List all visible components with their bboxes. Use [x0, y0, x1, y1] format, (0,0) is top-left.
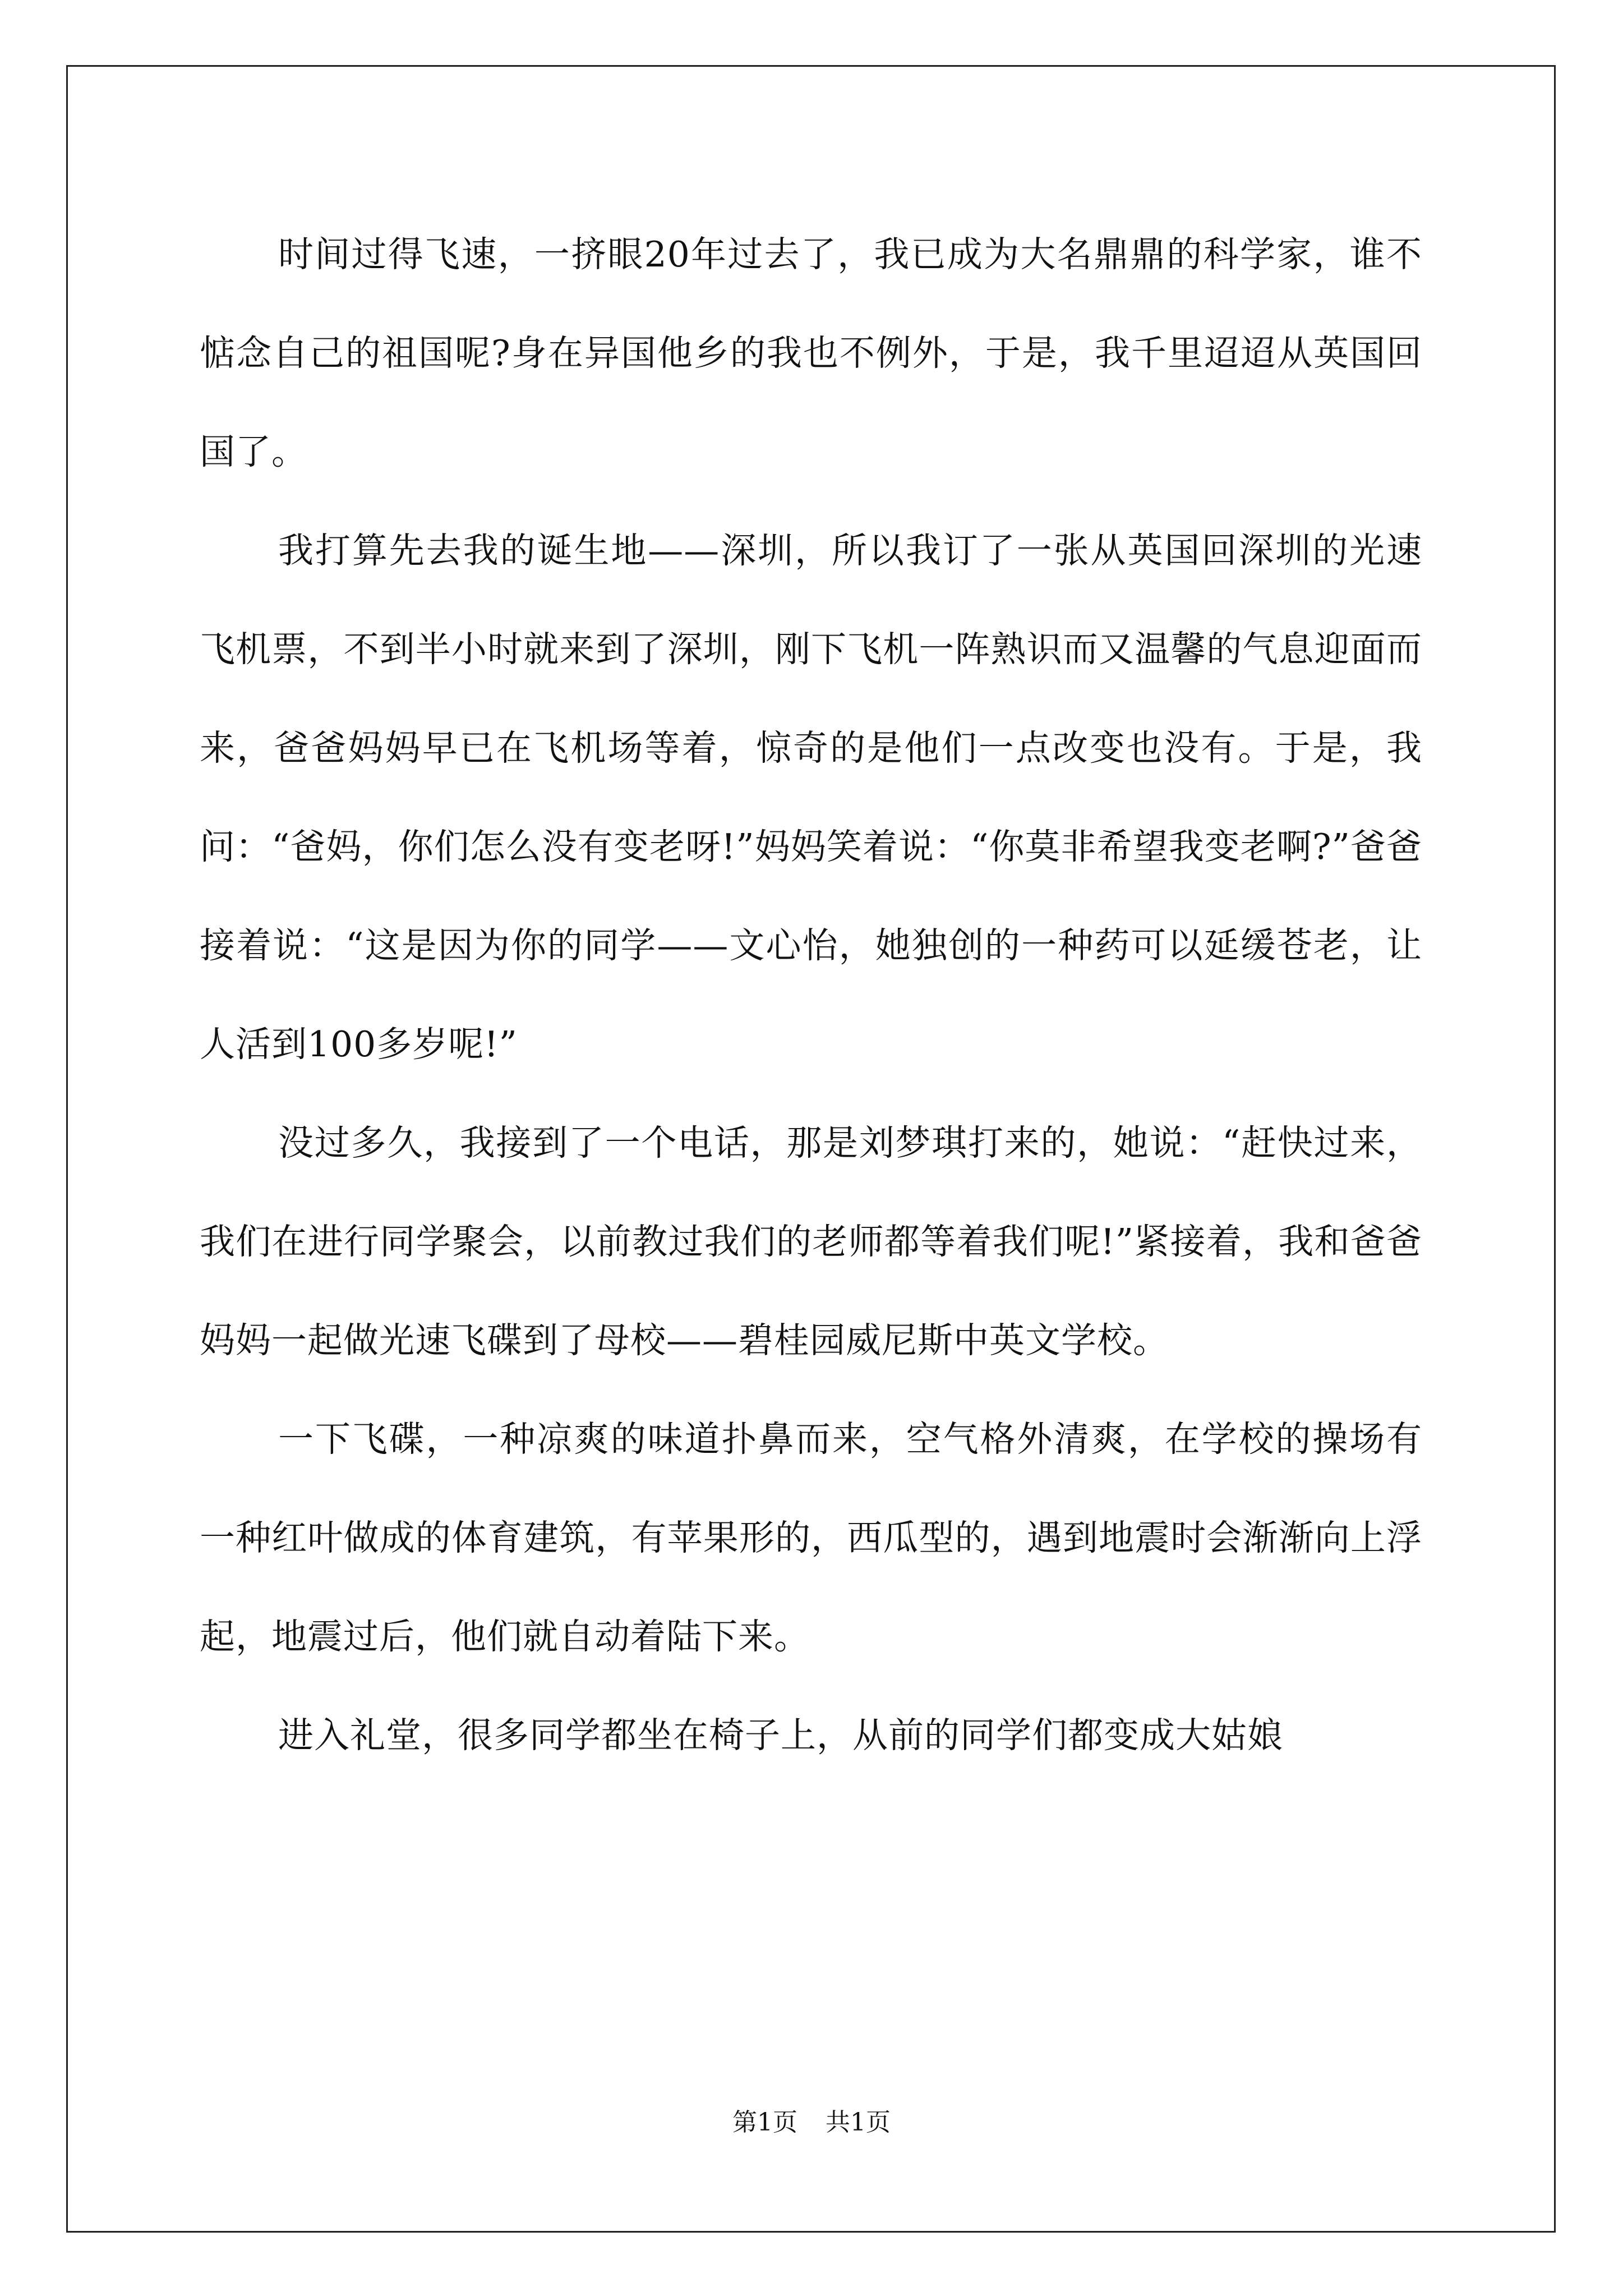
paragraph-4: 一下飞碟，一种凉爽的味道扑鼻而来，空气格外清爽，在学校的操场有一种红叶做成的体育建筑，有苹果形的，西瓜型的，遇到地震时会渐渐向上浮起，地震过后，他们就自动着陆下来。 — [200, 1419, 1422, 1657]
page-number-total: 共1页 — [826, 2108, 891, 2137]
page-footer — [0, 2107, 1623, 2138]
paragraph-5: 进入礼堂，很多同学都坐在椅子上，从前的同学们都变成大姑娘 — [278, 1715, 1283, 1756]
paragraph-2: 我打算先去我的诞生地——深圳，所以我订了一张从英国回深圳的光速飞机票，不到半小时就来到了深圳，刚下飞机一阵熟识而又温馨的气息迎面而来，爸爸妈妈早已在飞机场等着，惊奇的是他们一点改变也没有。于是，我问：“爸妈，你们怎么没有变老呀!”妈妈笑着说：“你莫非希望我变老啊?”爸爸接着说：“这是因为你的同学——文心怡，她独创的一种药可以延缓苍老，让人活到100多岁呢!” — [200, 530, 1422, 1065]
article-body — [200, 205, 1422, 1785]
page-number-current: 第1页 — [732, 2108, 797, 2137]
paragraph-1: 时间过得飞速，一挤眼20年过去了，我已成为大名鼎鼎的科学家，谁不惦念自己的祖国呢?身在异国他乡的我也不例外，于是，我千里迢迢从英国回国了。 — [200, 234, 1422, 472]
paragraph-3: 没过多久，我接到了一个电话，那是刘梦琪打来的，她说：“赶快过来，我们在进行同学聚会，以前教过我们的老师都等着我们呢!”紧接着，我和爸爸妈妈一起做光速飞碟到了母校——碧桂园威尼斯中英文学校。 — [200, 1122, 1422, 1361]
